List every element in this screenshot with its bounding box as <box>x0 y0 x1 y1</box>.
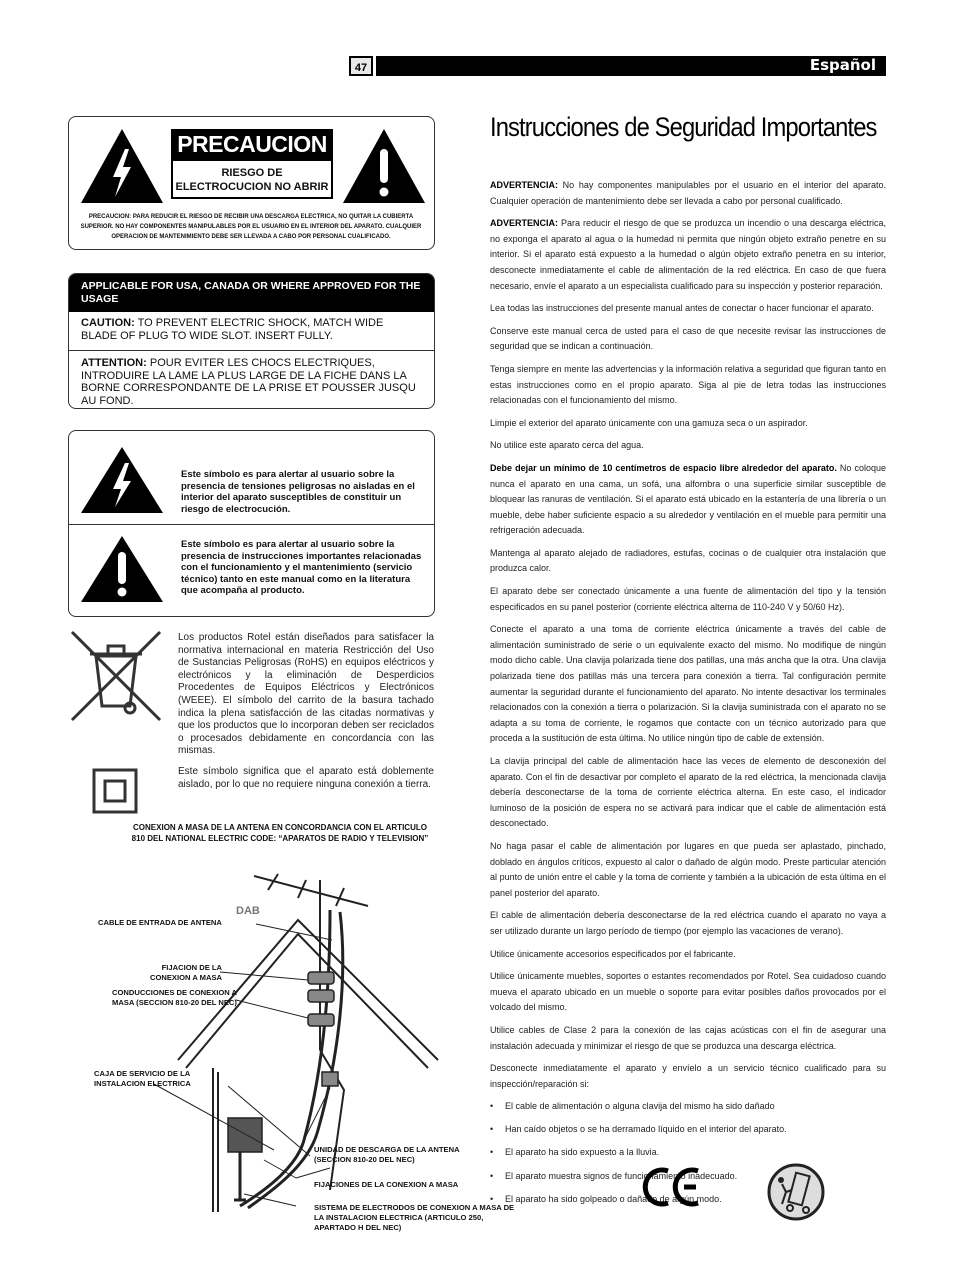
exclamation-warning-icon <box>341 127 427 205</box>
precaution-text: PRECAUCION: PARA REDUCIR EL RIESGO DE RECIBIR UNA DESCARGA ELECTRICA, NO QUITAR LA CUBIERTA SUPERIOR. NO HAY COMPONENTES MANIPULABLES POR EL USUARIO EN EL INTERIOR DEL APARATO. CUALQUIER OPERACION DE MANTENIMIENTO DEBE SER LLEVADA A CABO POR PERSONAL CUALIFICADO. <box>80 214 422 240</box>
paragraph: La clavija principal del cable de alimentación hace las veces de elemento de desconexión del aparato. Con el fin de desactivar por completo el aparato de la red eléctrica, la mencionada clavija debería desconectarse de la toma de corriente eléctrica alterna. En este caso, el indicador luminoso de la posición de espera no se activará para indicar que el cable de alimentación está desconectado. <box>490 756 886 829</box>
warning-label: ADVERTENCIA: <box>490 218 559 229</box>
paragraph: El cable de alimentación debería desconectarse de la red eléctrica cuando el aparato no vaya a ser utilizado durante un largo período de tiempo (por ejemplo las vacaciones de verano). <box>490 910 886 936</box>
paragraph: Utilice únicamente muebles, soportes o estantes recomendados por Rotel. Sea cuidadoso cuando mueva el aparato ubicado en un mueble o soporte para evitar posibles daños provocados por el volcado del mismo. <box>490 971 886 1013</box>
paragraph: Conecte el aparato a una toma de corriente eléctrica únicamente a través del cable de alimentación suministrado de serie o un equivalente exacto del mismo. No modifique de ningún modo dicho cable. Una clavija polarizada tiene dos patillas, una más ancha que la otra. Una clavija polarizada tiene dos patillas más una tercera para conexión a tierra. Tal configuración permite aumentar la seguridad durante el funcionamiento del aparato. No intente desactivar los terminales relacionados con la conexión a tierra o polarización. Si la clavija suministrada con el aparato no se adapta a su toma de corriente, le rogamos que contacte con un técnico autorizado para que proceda a la sustitución de esta última. No utilice ningún tipo de cable de extensión. <box>490 624 886 744</box>
warning-text: No hay componentes manipulables por el usuario en el interior del aparato. Cualquier operación de mantenimiento debe ser llevada a cabo por personal cualificado. <box>490 180 886 206</box>
warning-label: ADVERTENCIA: <box>490 180 559 190</box>
symbols-box <box>68 430 435 617</box>
paragraph: Tenga siempre en mente las advertencias y la información relativa a seguridad que figuran tanto en estas instrucciones como en el propio aparato. Siga al pie de letra todas las instrucciones relacionadas con el funcionamiento del mismo. <box>490 363 886 406</box>
antenna-diagram-title: CONEXION A MASA DE LA ANTENA EN CONCORDANCIA CON EL ARTICULO 810 DEL NATIONAL ELECTRIC CODE: “APARATOS DE RADIO Y TELEVISION” <box>131 823 429 843</box>
ventilation-label: Debe dejar un mínimo de 10 centímetros de espacio libre alrededor del aparato. <box>490 462 837 473</box>
ce-mark-icon <box>642 1165 704 1209</box>
antenna-grounding-diagram <box>68 860 448 1220</box>
precaution-box <box>68 116 435 250</box>
paragraph: Desconecte inmediatamente el aparato y envíelo a un servicio técnico cualificado para su inspección/reparación si: <box>490 1063 886 1089</box>
paragraph: Lea todas las instrucciones del presente manual antes de conectar o hacer funcionar el aparato. <box>490 303 874 314</box>
caution-label: CAUTION: <box>81 317 135 329</box>
antenna-lead-in-label: CABLE DE ENTRADA DE ANTENA <box>98 918 222 927</box>
lightning-warning-icon <box>79 127 165 205</box>
safety-instructions-body <box>490 178 886 1215</box>
paragraph: El aparato debe ser conectado únicamente a una fuente de alimentación del tipo y la tensión especificados en su panel posterior (corriente eléctrica alterna de 110-240 V y 50/60 Hz). <box>490 586 886 612</box>
grounding-conductors-label: CONDUCCIONES DE CONEXION A MASA (SECCION 810-20 DEL NEC) <box>112 988 237 1007</box>
ground-clamps-label: FIJACIONES DE LA CONEXION A MASA <box>314 1180 459 1189</box>
precaution-title: PRECAUCION <box>171 129 333 159</box>
crossed-bin-icon <box>68 628 164 724</box>
ventilation-paragraph <box>490 461 886 539</box>
list-item: • El aparato ha sido golpeado o dañado de algún modo. <box>490 1192 886 1208</box>
double-insulation-icon <box>92 768 138 814</box>
service-box-label: CAJA DE SERVICIO DE LA INSTALACION ELECTRICA <box>94 1069 191 1088</box>
ground-clamp-label: FIJACION DE LA CONEXION A MASA <box>149 963 222 982</box>
list-item: • El cable de alimentación o alguna clavija del mismo ha sido dañado <box>490 1099 886 1115</box>
discharge-unit-label: UNIDAD DE DESCARGA DE LA ANTENA (SECCION 810-20 DEL NEC) <box>314 1145 460 1164</box>
divider <box>69 350 434 351</box>
paragraph: No haga pasar el cable de alimentación por lugares en que pueda ser aplastado, pinchado, doblado en ángulos críticos, expuesto al calor o dañado de algún modo. Preste particular atención al punto de unión entre el cable y la toma de corriente y también a la ubicación de esta última en el panel posterior del aparato. <box>490 840 886 898</box>
list-item: • El aparato muestra signos de funcionamiento inadecuado. <box>490 1169 886 1185</box>
caution-paragraph <box>69 317 434 342</box>
page-number: 47 <box>349 56 373 76</box>
attention-text: POUR EVITER LES CHOCS ELECTRIQUES, INTRODUIRE LA LAME LA PLUS LARGE DE LA FICHE DANS LA BORNE CORRESPONDANTE DE LA PRISE ET POUSSER JUSQU AU FOND. <box>81 357 416 407</box>
lightning-warning-icon <box>79 445 165 515</box>
instructions-symbol-text: Este símbolo es para alertar al usuario sobre la presencia de instrucciones importantes relacionadas con el funcionamiento y el mantenimiento (servicio técnico) tanto en este manual como en la literatura que acompaña al producto. <box>181 539 422 596</box>
warning-text: Para reducir el riesgo de que se produzca un incendio o una descarga eléctrica, no exponga el aparato al agua o la humedad ni permita que ningún objeto extraño penetre en su interior. Si el aparato está expuesto a la humedad o algún objeto extraño penetra en su interior, desconecte inmediatamente el cable de alimentación de la red eléctrica. En caso de que fuera necesario, envíe el aparato a un especialista cualificado para su inspección y posterior reparación. <box>490 218 886 291</box>
paragraph: Mantenga al aparato alejado de radiadores, estufas, cocinas o de cualquier otra instalación que produzca calor. <box>490 547 886 574</box>
page-title: Instrucciones de Seguridad Importantes <box>490 112 877 142</box>
warning-paragraph <box>490 216 886 294</box>
dab-label: DAB <box>236 905 260 917</box>
ventilation-text: No coloque nunca el aparato en una cama, un sofá, una alfombra o una superficie similar susceptible de bloquear las ranuras de ventilación. Si el aparato está ubicado en la estantería de una librería o un mueble, debe haber suficiente espacio a su alrededor y ventilación en el mueble para permitir una refrigeración adecuada. <box>490 462 886 536</box>
paragraph: No utilice este aparato cerca del agua. <box>490 440 644 451</box>
header-bar <box>376 56 886 76</box>
warning-paragraph <box>490 178 886 209</box>
divider <box>69 524 434 525</box>
cart-tip-over-icon <box>766 1162 826 1222</box>
paragraph: Conserve este manual cerca de usted para el caso de que necesite revisar las instrucciones de seguridad que se indican a continuación. <box>490 325 886 352</box>
paragraph: Limpie el exterior del aparato únicamente con una gamuza seca o un aspirador. <box>490 417 808 428</box>
caution-text: TO PREVENT ELECTRIC SHOCK, MATCH WIDE BLADE OF PLUG TO WIDE SLOT. INSERT FULLY. <box>81 317 384 342</box>
list-item: • El aparato ha sido expuesto a la lluvia. <box>490 1145 886 1161</box>
voltage-symbol-text: Este símbolo es para alertar al usuario sobre la presencia de tensiones peligrosas no aisladas en el interior del aparato susceptibles de constituir un riesgo de electrocución. <box>181 469 415 515</box>
precaution-subtitle: RIESGO DE ELECTROCUCION NO ABRIR <box>171 159 333 199</box>
language-label: Español <box>809 56 876 74</box>
exclamation-warning-icon <box>79 534 165 604</box>
rohs-text: Los productos Rotel están diseñados para satisfacer la normativa internacional en materia Restricción del Uso de Sustancias Peligrosas (RoHS) en equipos eléctricos y electrónicos y la eliminación de Desperdicios Procedentes de Equipos Eléctricos y Electrónicos (WEEE). El símbolo del carrito de la basura tachado indica la plena satisfacción de las citadas normativas y que los productos que lo incorporan deben ser reciclados o procesados debidamente en concordancia con las mismas. <box>178 632 434 757</box>
usa-canada-box <box>68 273 435 409</box>
attention-label: ATTENTION: <box>81 357 147 369</box>
paragraph: Utilice únicamente accesorios especificados por el fabricante. <box>490 948 736 959</box>
attention-paragraph <box>69 357 434 407</box>
double-insulation-text: Este símbolo significa que el aparato está doblemente aislado, por lo que no requiere ninguna conexión a tierra. <box>178 766 434 790</box>
list-item: • Han caído objetos o se ha derramado líquido en el interior del aparato. <box>490 1122 886 1138</box>
paragraph: Utilice cables de Clase 2 para la conexión de las cajas acústicas con el fin de asegurar una instalación adecuada y minimizar el riesgo de que se produzca una descarga eléctrica. <box>490 1024 886 1051</box>
electrode-system-label: SISTEMA DE ELECTRODOS DE CONEXION A MASA DE LA INSTALACION ELECTRICA (ARTICULO 250, APARTADO H DEL NEC) <box>314 1203 515 1232</box>
usa-heading: APPLICABLE FOR USA, CANADA OR WHERE APPROVED FOR THE USAGE <box>69 274 434 312</box>
